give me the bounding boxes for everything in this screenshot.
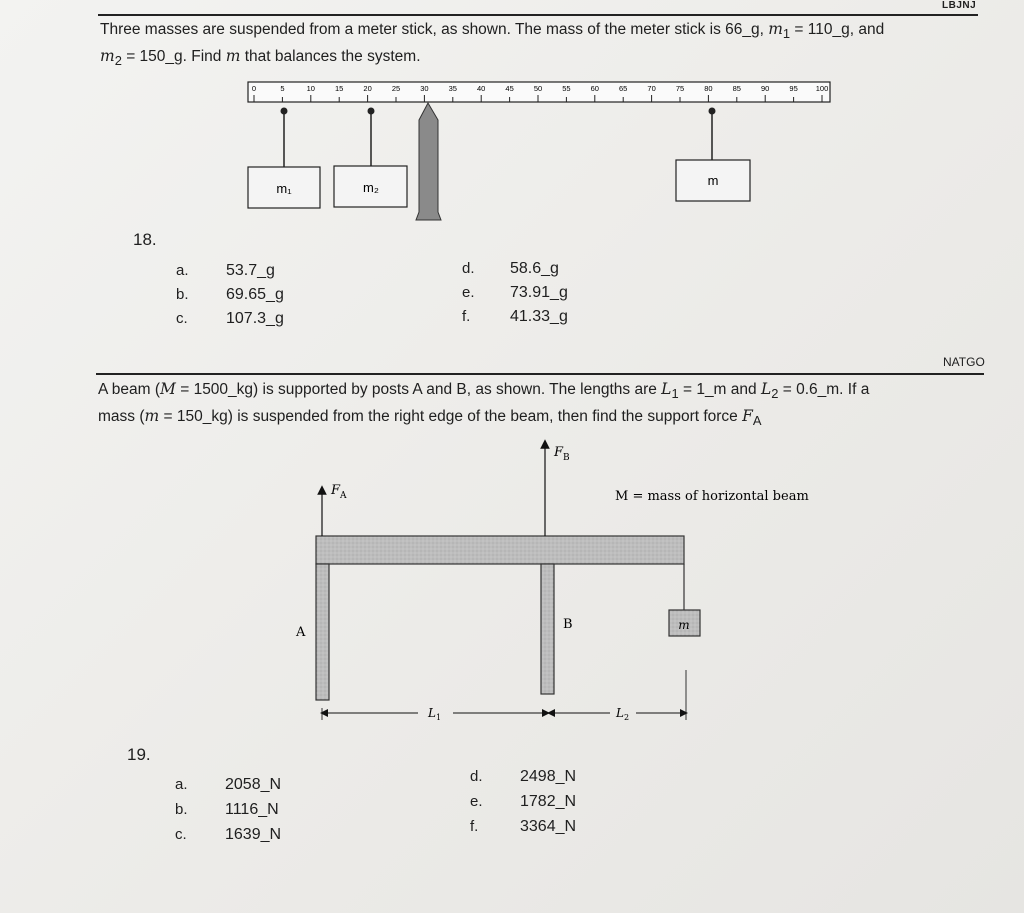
q19-option-a[interactable]: a. 2058_N (175, 776, 282, 793)
ruler-tick-label: 40 (477, 84, 486, 93)
q19-code: NATGO (943, 355, 985, 369)
mass-m1-label: m₁ (276, 181, 292, 196)
ruler-tick-label: 95 (789, 84, 798, 93)
force-fb-label: $F_B$ (554, 445, 570, 463)
q19-option-c[interactable]: c. 1639_N (175, 826, 282, 843)
q19-option-e[interactable]: e. 1782_N (470, 793, 577, 810)
ruler-tick-label: 70 (647, 84, 656, 93)
mass-m-label: m (707, 173, 719, 188)
ruler-tick-label: 25 (391, 84, 401, 93)
force-fa-label: $F_A$ (331, 483, 347, 501)
q18-text-line2: $m_2$ = 150_g. Find m that balances the system. (100, 47, 421, 69)
beam-diagram (0, 430, 1024, 740)
ruler-tick-label: 60 (590, 84, 599, 93)
meter-stick-diagram (0, 0, 1024, 240)
ruler-tick-label: 20 (363, 84, 372, 93)
q19-options-right (470, 768, 576, 843)
post-a-label: A (296, 625, 306, 640)
ruler-tick-label: 80 (704, 84, 713, 93)
q18-option-a[interactable]: a. 53.7_g (176, 262, 275, 279)
post-b-label: B (563, 617, 573, 632)
q19-option-d[interactable]: d. 2498_N (470, 768, 577, 785)
q19-options-left (175, 776, 281, 851)
dim-l1-label: $L_1$ (428, 706, 442, 722)
q19-number: 19. (127, 745, 151, 764)
ruler-tick-label: 0 (251, 84, 257, 93)
q19-text (98, 378, 998, 432)
post-a (316, 564, 329, 700)
header-code: LBJNJ (942, 0, 977, 11)
ruler-tick-label: 50 (533, 84, 543, 93)
q18-option-b[interactable]: b. 69.65_g (176, 286, 284, 303)
q18-option-f[interactable]: f. 41.33_g (462, 308, 568, 325)
dim-l2-label: $L_2$ (616, 706, 630, 722)
q18-text-line1: Three masses are suspended from a meter stick, as shown. The mass of the meter stick is 66_g, $m_1$ = 110_g, and (100, 20, 885, 42)
ruler-tick-label: 100 (815, 84, 829, 93)
mass-m-hanger (676, 108, 750, 202)
q18-number: 18. (133, 230, 157, 249)
q18-option-e[interactable]: e. 73.91_g (462, 284, 568, 301)
ruler-tick-label: 55 (562, 84, 571, 93)
ruler-tick-label: 45 (505, 84, 514, 93)
ruler-tick-label: 90 (761, 84, 770, 93)
ruler-tick-label: 30 (420, 84, 429, 93)
ruler-tick-label: 5 (280, 84, 285, 93)
q19-text-line1: A beam (M = 1500_kg) is supported by posts A and B, as shown. The lengths are $L_1$ = 1_m and $L_2$ = 0.6_m. If a (98, 380, 870, 402)
q19-option-b[interactable]: b. 1116_N (175, 801, 279, 818)
q19-text-line2: mass (m = 150_kg) is suspended from the right edge of the beam, then find the support force $F_A$ (98, 407, 762, 429)
ruler-tick-label: 10 (306, 84, 315, 93)
post-b (541, 564, 554, 694)
mass-m2-label: m₂ (363, 180, 379, 195)
ruler-tick-label: 15 (335, 84, 344, 93)
q18-options-left (176, 262, 284, 334)
pivot-wedge (416, 103, 441, 220)
ruler-tick-label: 65 (619, 84, 628, 93)
mass-m2-hanger (334, 108, 407, 208)
q18-options-right (462, 260, 568, 332)
ruler-tick-label: 35 (448, 84, 457, 93)
horizontal-beam (316, 536, 684, 564)
ruler-tick-label: 85 (732, 84, 741, 93)
q18-option-c[interactable]: c. 107.3_g (176, 310, 284, 327)
beam-mass-note: M = mass of horizontal beam (615, 489, 809, 504)
ruler-tick-label: 75 (675, 84, 685, 93)
hanging-mass-label: m (678, 618, 690, 632)
mass-m1-hanger (248, 108, 320, 209)
mid-divider (96, 373, 984, 375)
q18-option-d[interactable]: d. 58.6_g (462, 260, 559, 277)
q19-option-f[interactable]: f. 3364_N (470, 818, 577, 835)
